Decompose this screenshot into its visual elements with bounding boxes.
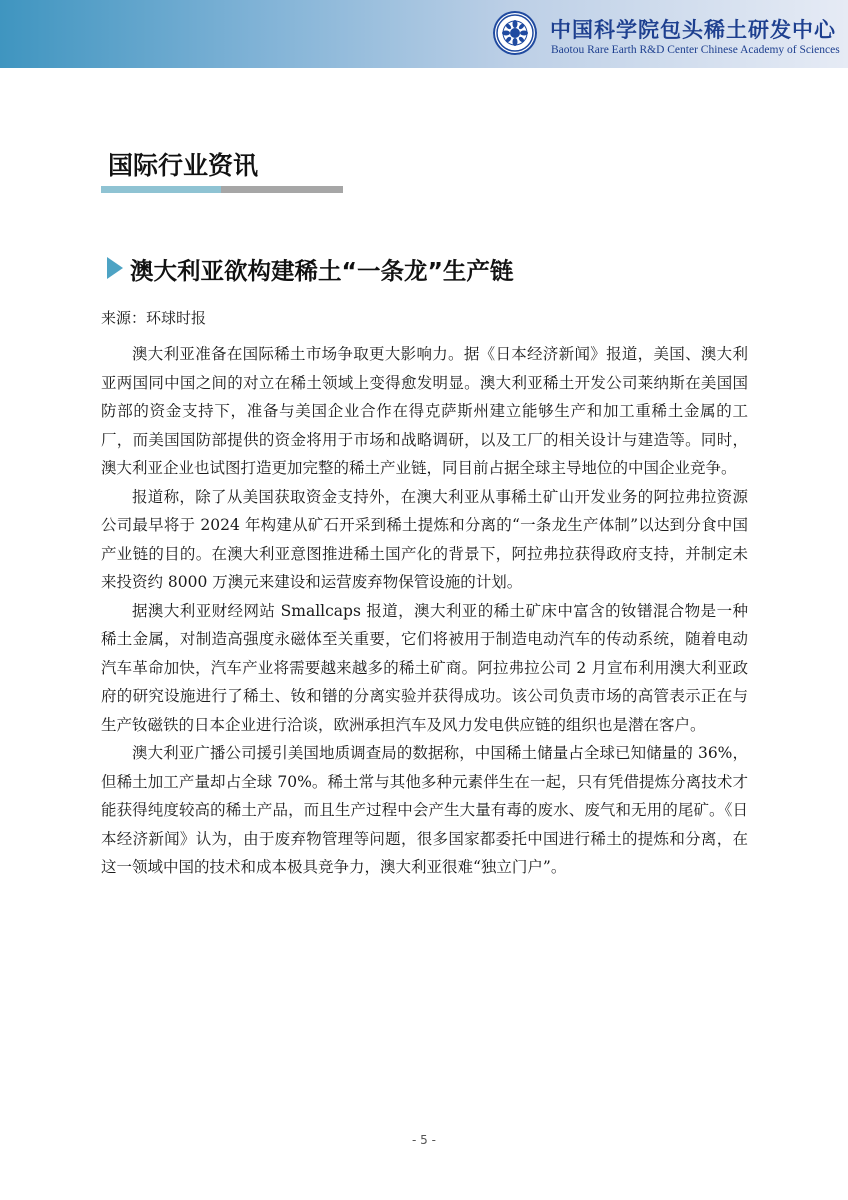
article-title: 澳大利亚欲构建稀土“一条龙”生产链 xyxy=(130,257,514,285)
article-body xyxy=(101,340,748,882)
article-paragraph: 报道称，除了从美国获取资金支持外，在澳大利亚从事稀土矿山开发业务的阿拉弗拉资源公司最早将于 2024 年构建从矿石开采到稀土提炼和分离的“一条龙生产体制”以达到分食中国产业链的目的。在澳大利亚意图推进稀土国产化的背景下，阿拉弗拉获得政府支持，并制定未来投资约 8000 万澳元来建设和运营废弃物保管设施的计划。 xyxy=(101,487,748,591)
org-name-en: Baotou Rare Earth R&D Center Chinese Academy of Sciences xyxy=(551,44,840,56)
article-source: 来源：环球时报 xyxy=(101,309,207,327)
page-number: - 5 - xyxy=(412,1133,436,1147)
section-title-underline xyxy=(101,186,343,193)
article-paragraph: 澳大利亚准备在国际稀土市场争取更大影响力。据《日本经济新闻》报道，美国、澳大利亚两国同中国之间的对立在稀土领域上变得愈发明显。澳大利亚稀土开发公司莱纳斯在美国国防部的资金支持下，准备与美国企业合作在得克萨斯州建立能够生产和加工重稀土金属的工厂，而美国国防部提供的资金将用于市场和战略调研，以及工厂的相关设计与建造等。同时，澳大利亚企业也试图打造更加完整的稀土产业链，同目前占据全球主导地位的中国企业竞争。 xyxy=(101,345,748,477)
org-name-cn: 中国科学院包头稀土研发中心 xyxy=(550,17,836,42)
play-arrow-icon xyxy=(107,257,123,279)
cas-emblem-icon xyxy=(493,11,537,55)
section-title: 国际行业资讯 xyxy=(108,151,259,180)
article-paragraph: 据澳大利亚财经网站 Smallcaps 报道，澳大利亚的稀土矿床中富含的钕镨混合物是一种稀土金属，对制造高强度永磁体至关重要，它们将被用于制造电动汽车的传动系统，随着电动汽车革命加快，汽车产业将需要越来越多的稀土矿商。阿拉弗拉公司 2 月宣布利用澳大利亚政府的研究设施进行了稀土、钕和镨的分离实验并获得成功。该公司负责市场的高管表示正在与生产钕磁铁的日本企业进行洽谈，欧洲承担汽车及风力发电供应链的组织也是潜在客户。 xyxy=(101,601,748,734)
article-paragraph: 澳大利亚广播公司援引美国地质调查局的数据称，中国稀土储量占全球已知储量的 36%，但稀土加工产量却占全球 70%。稀土常与其他多种元素伴生在一起，只有凭借提炼分离技术才能获得纯度较高的稀土产品，而且生产过程中会产生大量有毒的废水、废气和无用的尾矿。《日本经济新闻》认为，由于废弃物管理等问题，很多国家都委托中国进行稀土的提炼和分离，在这一领域中国的技术和成本极具竞争力，澳大利亚很难“独立门户”。 xyxy=(101,744,748,876)
